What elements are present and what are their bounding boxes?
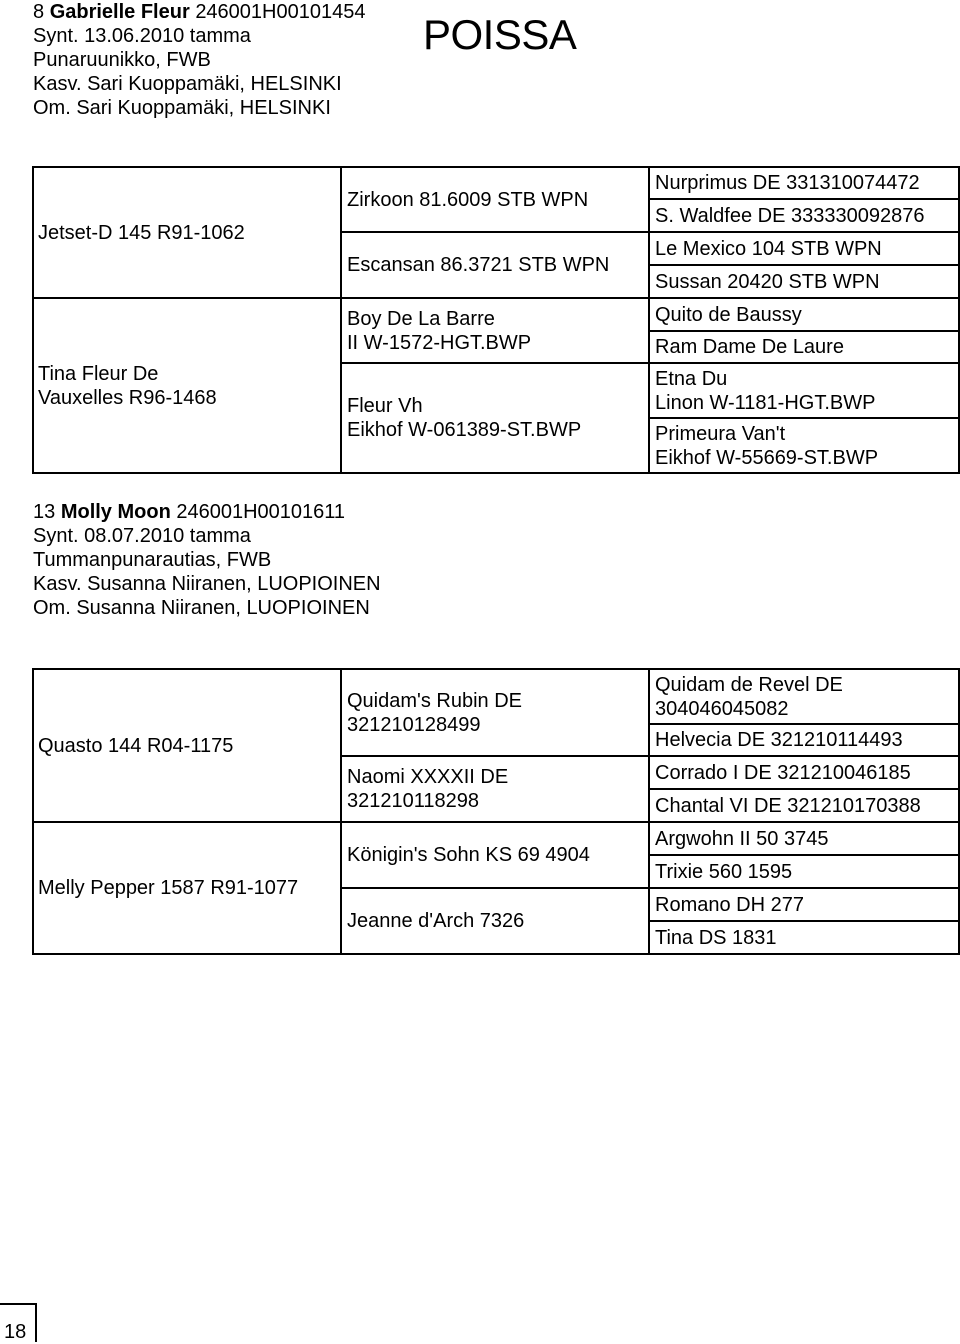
horse1-gen3-7: Etna Du Linon W-1181-HGT.BWP bbox=[649, 363, 959, 418]
horse1-line-color: Punaruunikko, FWB bbox=[33, 49, 211, 71]
horse2-name: Molly Moon bbox=[60, 501, 171, 523]
horse1-line-breeder: Kasv. Sari Kuoppamäki, HELSINKI bbox=[33, 73, 342, 95]
horse2-gen3-4: Chantal VI DE 321210170388 bbox=[649, 789, 959, 822]
horse2-gen3-6: Trixie 560 1595 bbox=[649, 855, 959, 888]
horse1-gen3-1: Nurprimus DE 331310074472 bbox=[649, 167, 959, 199]
horse1-status: POISSA bbox=[423, 11, 577, 58]
horse1-dam: Tina Fleur De Vauxelles R96-1468 bbox=[33, 298, 341, 473]
page-number: 18 bbox=[0, 1303, 37, 1342]
horse1-title-line bbox=[33, 0, 365, 24]
horse1-dam-sire: Boy De La Barre II W-1572-HGT.BWP bbox=[341, 298, 649, 363]
horse2-line-birth: Synt. 08.07.2010 tamma bbox=[33, 525, 251, 547]
horse2-sire-sire: Quidam's Rubin DE 321210128499 bbox=[341, 669, 649, 756]
horse2-line-color: Tummanpunarautias, FWB bbox=[33, 549, 272, 571]
horse2-gen3-3: Corrado I DE 321210046185 bbox=[649, 756, 959, 789]
horse2-line-breeder: Kasv. Susanna Niiranen, LUOPIOINEN bbox=[33, 573, 381, 595]
horse1-gen3-4: Sussan 20420 STB WPN bbox=[649, 265, 959, 298]
horse1-gen3-3: Le Mexico 104 STB WPN bbox=[649, 232, 959, 265]
horse2-info bbox=[33, 500, 381, 620]
horse1-gen3-5: Quito de Baussy bbox=[649, 298, 959, 331]
horse1-reg: 246001H00101454 bbox=[195, 1, 366, 23]
horse1-gen3-2: S. Waldfee DE 333330092876 bbox=[649, 199, 959, 232]
horse2-dam-dam: Jeanne d'Arch 7326 bbox=[341, 888, 649, 954]
horse2-dam: Melly Pepper 1587 R91-1077 bbox=[33, 822, 341, 954]
horse1-sire: Jetset-D 145 R91-1062 bbox=[33, 167, 341, 298]
horse2-gen3-5: Argwohn II 50 3745 bbox=[649, 822, 959, 855]
horse2-title-line bbox=[33, 500, 381, 524]
horse2-sire-dam: Naomi XXXXII DE 321210118298 bbox=[341, 756, 649, 822]
horse2-sire: Quasto 144 R04-1175 bbox=[33, 669, 341, 822]
horse1-line-birth: Synt. 13.06.2010 tamma bbox=[33, 25, 251, 47]
horse1-line-owner: Om. Sari Kuoppamäki, HELSINKI bbox=[33, 97, 331, 119]
horse1-gen3-8: Primeura Van't Eikhof W-55669-ST.BWP bbox=[649, 418, 959, 473]
horse1-pedigree-table bbox=[32, 166, 960, 474]
horse2-dam-sire: Königin's Sohn KS 69 4904 bbox=[341, 822, 649, 888]
horse2-gen3-8: Tina DS 1831 bbox=[649, 921, 959, 954]
horse1-gen3-6: Ram Dame De Laure bbox=[649, 331, 959, 363]
horse2-pedigree-table bbox=[32, 668, 960, 955]
horse2-gen3-2: Helvecia DE 321210114493 bbox=[649, 724, 959, 756]
horse2-line-owner: Om. Susanna Niiranen, LUOPIOINEN bbox=[33, 597, 370, 619]
horse1-dam-dam: Fleur Vh Eikhof W-061389-ST.BWP bbox=[341, 363, 649, 473]
horse1-sire-dam: Escansan 86.3721 STB WPN bbox=[341, 232, 649, 298]
horse1-name: Gabrielle Fleur bbox=[49, 1, 190, 23]
horse1-info bbox=[33, 0, 365, 120]
horse1-number: 8 bbox=[33, 1, 45, 23]
horse1-sire-sire: Zirkoon 81.6009 STB WPN bbox=[341, 167, 649, 232]
horse2-gen3-1: Quidam de Revel DE 304046045082 bbox=[649, 669, 959, 724]
horse2-number: 13 bbox=[33, 501, 56, 523]
horse2-reg: 246001H00101611 bbox=[176, 501, 346, 523]
horse2-gen3-7: Romano DH 277 bbox=[649, 888, 959, 921]
